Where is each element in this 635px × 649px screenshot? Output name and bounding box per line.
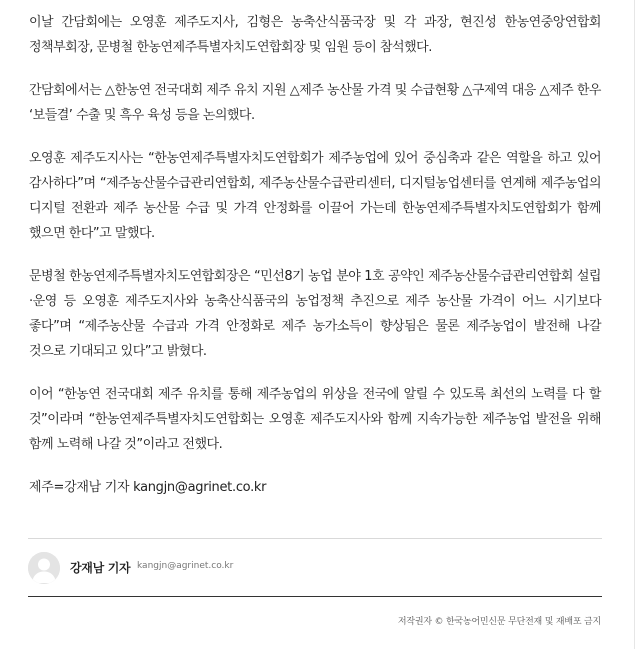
article-body (29, 10, 601, 500)
article-paragraph-4: 문병철 한농연제주특별자치도연합회장은 “민선8기 농업 분야 1호 공약인 제주농산물수급관리연합회 설립·운영 등 오영훈 제주도지사와 농축산식품국의 농업정책 추진으로 제주 농산물 가격이 어느 시기보다 좋다”며 “제주농산물 수급과 가격 안정화로 제주 농가소득이 향상됨은 물론 제주농업이 발전해 나갈 것으로 기대되고 있다”고 밝혔다. (29, 269, 601, 359)
article-paragraph-5: 이어 “한농연 전국대회 제주 유치를 통해 제주농업의 위상을 전국에 알릴 수 있도록 최선의 노력를 다 할 것”이라며 “한농연제주특별자치도연합회는 오영훈 제주도지사와 함께 지속가능한 제주농업 발전을 위해 함께 노력해 나갈 것”이라고 전했다. (29, 387, 601, 452)
author-name[interactable]: 강재남 기자 (70, 561, 131, 575)
author-email-link[interactable]: kangjn@agrinet.co.kr (137, 561, 234, 571)
author-box (28, 538, 602, 597)
article-paragraph-2: 간담회에서는 △한농연 전국대회 제주 유치 지원 △제주 농산물 가격 및 수급현황 △구제역 대응 △제주 한우 ‘보들결’ 수출 및 흑우 육성 등을 논의했다. (29, 83, 601, 123)
user-avatar-icon[interactable] (28, 552, 60, 584)
article-paragraph-1: 이날 간담회에는 오영훈 제주도지사, 김형은 농축산식품국장 및 각 과장, 현진성 한농연중앙연합회 정책부회장, 문병철 한농연제주특별자치도연합회장 및 임원 등이 참석했다. (29, 15, 601, 55)
copyright-notice: 저작권자 © 한국농어민신문 무단전재 및 재배포 금지 (397, 617, 601, 627)
article-byline: 제주=강재남 기자 kangjn@agrinet.co.kr (29, 480, 267, 495)
article-paragraph-3: 오영훈 제주도지사는 “한농연제주특별자치도연합회가 제주농업에 있어 중심축과 같은 역할을 하고 있어 감사하다”며 “제주농산물수급관리연합회, 제주농산물수급관리센터, 디지털농업센터를 연계해 제주농업의 디지털 전환과 제주 농산물 수급 및 가격 안정화를 이끌어 가는데 한농연제주특별자치도연합회가 함께 했으면 한다”고 말했다. (29, 151, 601, 241)
